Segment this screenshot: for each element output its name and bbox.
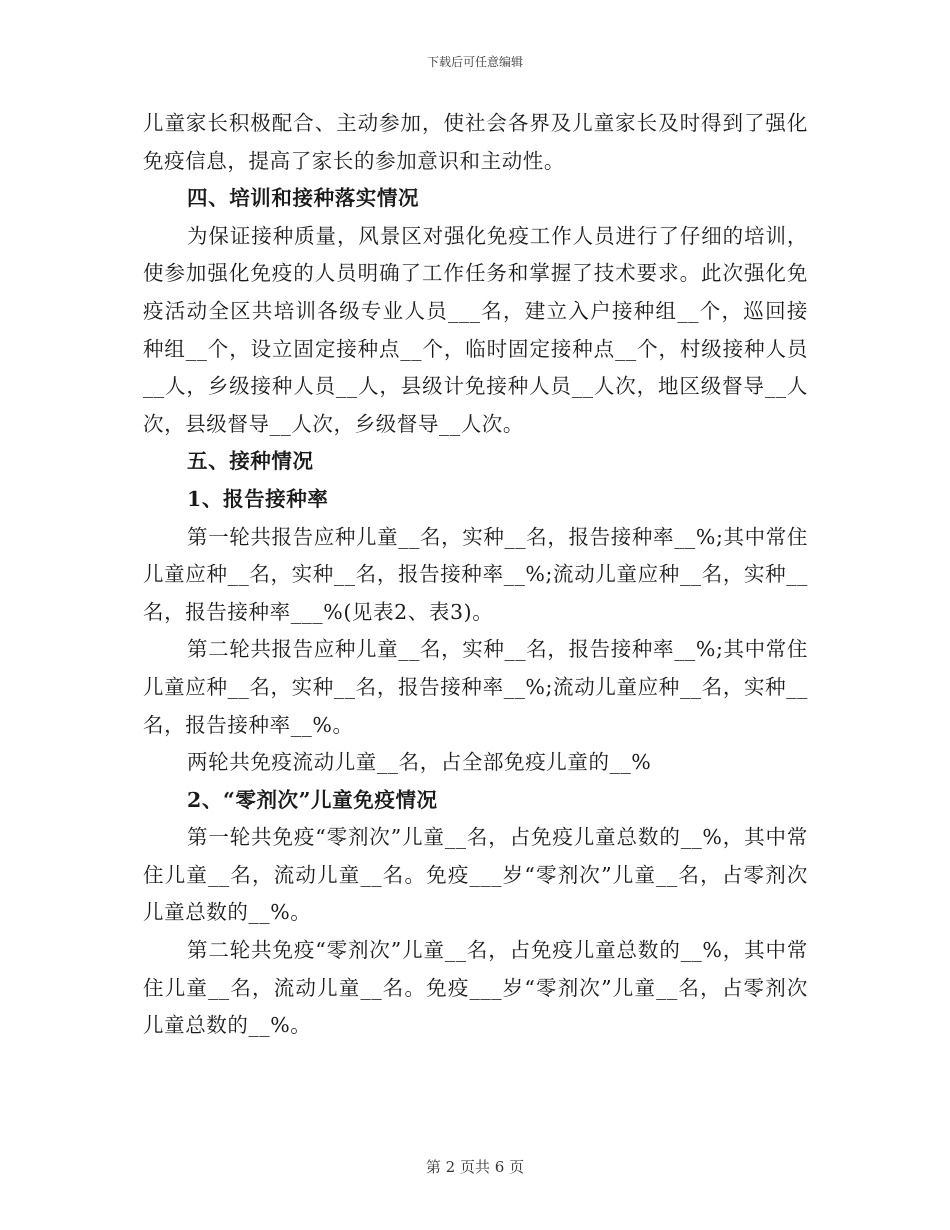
subsection-heading-zero-dose: 2、“零剂次”儿童免疫情况 <box>187 787 438 812</box>
section-heading-training: 四、培训和接种落实情况 <box>187 186 420 211</box>
paragraph-zero-dose-round-one: 第一轮共免疫“零剂次”儿童__名，占免疫儿童总数的__%，其中常住儿童__名，流动儿童__名。免疫___岁“零剂次”儿童__名，占零剂次儿童总数的__%。 <box>143 825 808 925</box>
paragraph-migrant-total: 两轮共免疫流动儿童__名，占全部免疫儿童的__% <box>187 750 652 775</box>
paragraph-zero-dose-round-two: 第二轮共免疫“零剂次”儿童__名，占免疫儿童总数的__%，其中常住儿童__名，流动儿童__名。免疫___岁“零剂次”儿童__名，占零剂次儿童总数的__%。 <box>143 938 808 1038</box>
page-header: 下载后可任意编辑 <box>426 55 523 69</box>
section-heading-vaccination: 五、接种情况 <box>187 449 314 474</box>
document-body <box>143 105 808 1045</box>
paragraph-round-one-rate: 第一轮共报告应种儿童__名，实种__名，报告接种率__%;其中常住儿童应种__名，实种__名，报告接种率__%;流动儿童应种__名，实种__名，报告接种率___%(见表2、表3)。 <box>143 524 808 624</box>
paragraph-intro-continuation: 儿童家长积极配合、主动参加，使社会各界及儿童家长及时得到了强化免疫信息，提高了家长的参加意识和主动性。 <box>143 111 808 173</box>
paragraph-round-two-rate: 第二轮共报告应种儿童__名，实种__名，报告接种率__%;其中常住儿童应种__名，实种__名，报告接种率__%;流动儿童应种__名，实种__名，报告接种率__%。 <box>143 637 808 737</box>
page-footer: 第 2 页共 6 页 <box>425 1158 525 1176</box>
paragraph-training: 为保证接种质量，风景区对强化免疫工作人员进行了仔细的培训，使参加强化免疫的人员明确了工作任务和掌握了技术要求。此次强化免疫活动全区共培训各级专业人员___名，建立入户接种组__个，巡回接种组__个，设立固定接种点__个，临时固定接种点__个，村级接种人员__人，乡级接种人员__人，县级计免接种人员__人次，地区级督导__人次，县级督导__人次，乡级督导__人次。 <box>143 223 808 436</box>
subsection-heading-report-rate: 1、报告接种率 <box>187 486 329 511</box>
